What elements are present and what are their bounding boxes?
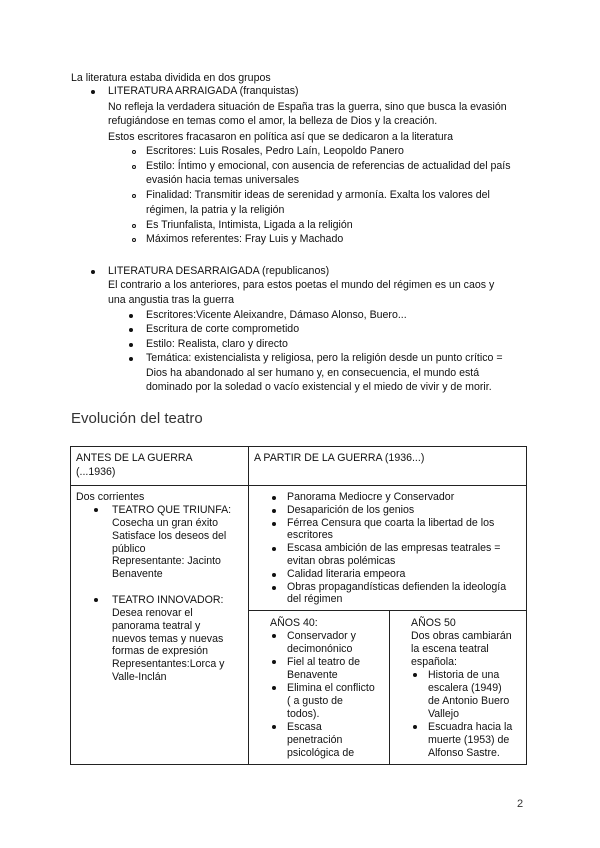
left-a-title: TEATRO QUE TRIUNFA: (112, 504, 232, 516)
header-before-line1: ANTES DE LA GUERRA (76, 452, 193, 464)
left-a-line5: Benavente (112, 568, 163, 580)
arraigada-para1-line1: No refleja la verdadera situación de España tras la guerra, sino que busca la evasión (108, 101, 507, 113)
desarraigada-title: LITERATURA DESARRAIGADA (republicanos) (108, 265, 330, 277)
anos50-intro-line1: Dos obras cambiarán (411, 630, 512, 642)
desarraigada-item-writing: Escritura de corte comprometido (146, 323, 300, 335)
left-b-line2: panorama teatral y (112, 620, 201, 632)
rt-item6-line2: del régimen (287, 593, 343, 605)
header-after: A PARTIR DE LA GUERRA (1936...) (254, 452, 425, 464)
left-b-line5: Representantes:Lorca y (112, 658, 225, 670)
anos40-item1-line1: Conservador y (287, 630, 356, 642)
section-heading: Evolución del teatro (71, 410, 203, 427)
left-intro: Dos corrientes (76, 491, 145, 503)
left-b-line3: nuevos temas y nuevas (112, 633, 224, 645)
bullet-icon (413, 673, 417, 677)
rt-item4-line1: Escasa ambición de las empresas teatrales = (287, 542, 501, 554)
header-before-line2: (...1936) (76, 466, 116, 478)
table-border-bottom (70, 764, 527, 765)
anos50-item2-line2: muerte (1953) de (428, 734, 510, 746)
bullet-icon (272, 686, 276, 690)
circle-bullet-icon (132, 150, 136, 154)
anos40-item3-line2: ( a gusto de (287, 695, 343, 707)
bullet-icon (129, 357, 133, 361)
table-border-top (70, 446, 527, 447)
table-border-inner (389, 610, 390, 765)
anos50-intro-line3: española: (411, 656, 457, 668)
anos40-item3-line1: Elimina el conflicto (287, 682, 375, 694)
anos40-item4-line3: psicológica de (287, 747, 355, 759)
left-a-line4: Representante: Jacinto (112, 555, 221, 567)
bullet-icon (91, 90, 95, 94)
bullet-icon (272, 725, 276, 729)
bullet-icon (94, 598, 98, 602)
anos40-item4-line2: penetración (287, 734, 343, 746)
anos50-item2-line1: Escuadra hacia la (428, 721, 513, 733)
bullet-icon (91, 270, 95, 274)
anos50-item1-line3: de Antonio Buero (428, 695, 510, 707)
arraigada-item-style-line1: Estilo: Íntimo y emocional, con ausencia de referencias de actualidad del país (146, 160, 511, 172)
bullet-icon (94, 508, 98, 512)
left-b-line6: Valle-Inclán (112, 671, 167, 683)
bullet-icon (272, 496, 276, 500)
left-a-line2: Satisface los deseos del (112, 530, 227, 542)
anos40-title: AÑOS 40: (270, 617, 318, 629)
desarraigada-item-theme-line1: Temática: existencialista y religiosa, pero la religión desde un punto crítico = (146, 352, 503, 364)
rt-item1: Panorama Mediocre y Conservador (287, 491, 455, 503)
page-number: 2 (517, 798, 524, 810)
bullet-icon (272, 509, 276, 513)
anos40-item1-line2: decimonónico (287, 643, 353, 655)
arraigada-title: LITERATURA ARRAIGADA (franquistas) (108, 85, 299, 97)
desarraigada-item-theme-line3: dominado por la soledad o vacío existencial y el miedo de vivir y de morir. (146, 381, 492, 393)
desarraigada-para-line2: una angustia tras la guerra (108, 294, 235, 306)
anos40-item4-line1: Escasa (287, 721, 322, 733)
circle-bullet-icon (132, 194, 136, 198)
bullet-icon (272, 586, 276, 590)
left-a-line1: Cosecha un gran éxito (112, 517, 219, 529)
table-border-header (70, 485, 527, 486)
rt-item6-line1: Obras propagandísticas defienden la ideología (287, 581, 507, 593)
rt-item2: Desaparición de los genios (287, 504, 415, 516)
table-border-right (526, 446, 527, 765)
rt-item4-line2: evitan obras polémicas (287, 555, 396, 567)
table-border-split (248, 610, 527, 611)
anos40-item2-line2: Benavente (287, 669, 338, 681)
anos40-item3-line3: todos). (287, 708, 320, 720)
desarraigada-item-style: Estilo: Realista, claro y directo (146, 338, 288, 350)
bullet-icon (272, 522, 276, 526)
bullet-icon (272, 573, 276, 577)
table-border-middle (248, 446, 249, 765)
left-b-line4: formas de expresión (112, 645, 208, 657)
anos40-item2-line1: Fiel al teatro de (287, 656, 361, 668)
arraigada-para2: Estos escritores fracasaron en política así que se dedicaron a la literatura (108, 131, 454, 143)
left-b-title: TEATRO INNOVADOR: (112, 594, 224, 606)
anos50-title: AÑOS 50 (411, 617, 456, 629)
bullet-icon (129, 314, 133, 318)
arraigada-para1-line2: refugiándose en temas como el amor, la belleza de Dios y la creación. (108, 115, 438, 127)
arraigada-item-writers: Escritores: Luis Rosales, Pedro Laín, Leopoldo Panero (146, 145, 404, 157)
desarraigada-para-line1: El contrario a los anteriores, para estos poetas el mundo del régimen es un caos y (108, 279, 495, 291)
bullet-icon (129, 328, 133, 332)
desarraigada-item-writers: Escritores:Vicente Aleixandre, Dámaso Alonso, Buero... (146, 309, 407, 321)
bullet-icon (272, 634, 276, 638)
circle-bullet-icon (132, 224, 136, 228)
circle-bullet-icon (132, 238, 136, 242)
bullet-icon (272, 547, 276, 551)
intro-text: La literatura estaba dividida en dos grupos (71, 72, 271, 84)
arraigada-item-character: Es Triunfalista, Intimista, Ligada a la religión (146, 219, 353, 231)
bullet-icon (129, 343, 133, 347)
anos50-item1-line4: Vallejo (428, 708, 460, 720)
arraigada-item-purpose-line2: régimen, la patria y la religión (146, 204, 285, 216)
anos50-item1-line1: Historia de una (428, 669, 500, 681)
anos50-item2-line3: Alfonso Sastre. (428, 747, 500, 759)
left-a-line3: público (112, 543, 146, 555)
anos50-intro-line2: la escena teatral (411, 643, 489, 655)
rt-item5: Calidad literaria empeora (287, 568, 406, 580)
rt-item3-line1: Férrea Censura que coarta la libertad de los (287, 517, 495, 529)
circle-bullet-icon (132, 165, 136, 169)
bullet-icon (272, 660, 276, 664)
table-border-left (70, 446, 71, 765)
arraigada-item-purpose-line1: Finalidad: Transmitir ideas de serenidad y armonía. Exalta los valores del (146, 189, 490, 201)
desarraigada-item-theme-line2: Dios ha abandonado al ser humano y, en consecuencia, el mundo está (146, 367, 480, 379)
left-b-line1: Desea renovar el (112, 607, 193, 619)
anos50-item1-line2: escalera (1949) (428, 682, 502, 694)
bullet-icon (413, 725, 417, 729)
arraigada-item-style-line2: evasión hacia temas universales (146, 174, 300, 186)
rt-item3-line2: escritores (287, 529, 333, 541)
arraigada-item-referents: Máximos referentes: Fray Luis y Machado (146, 233, 344, 245)
